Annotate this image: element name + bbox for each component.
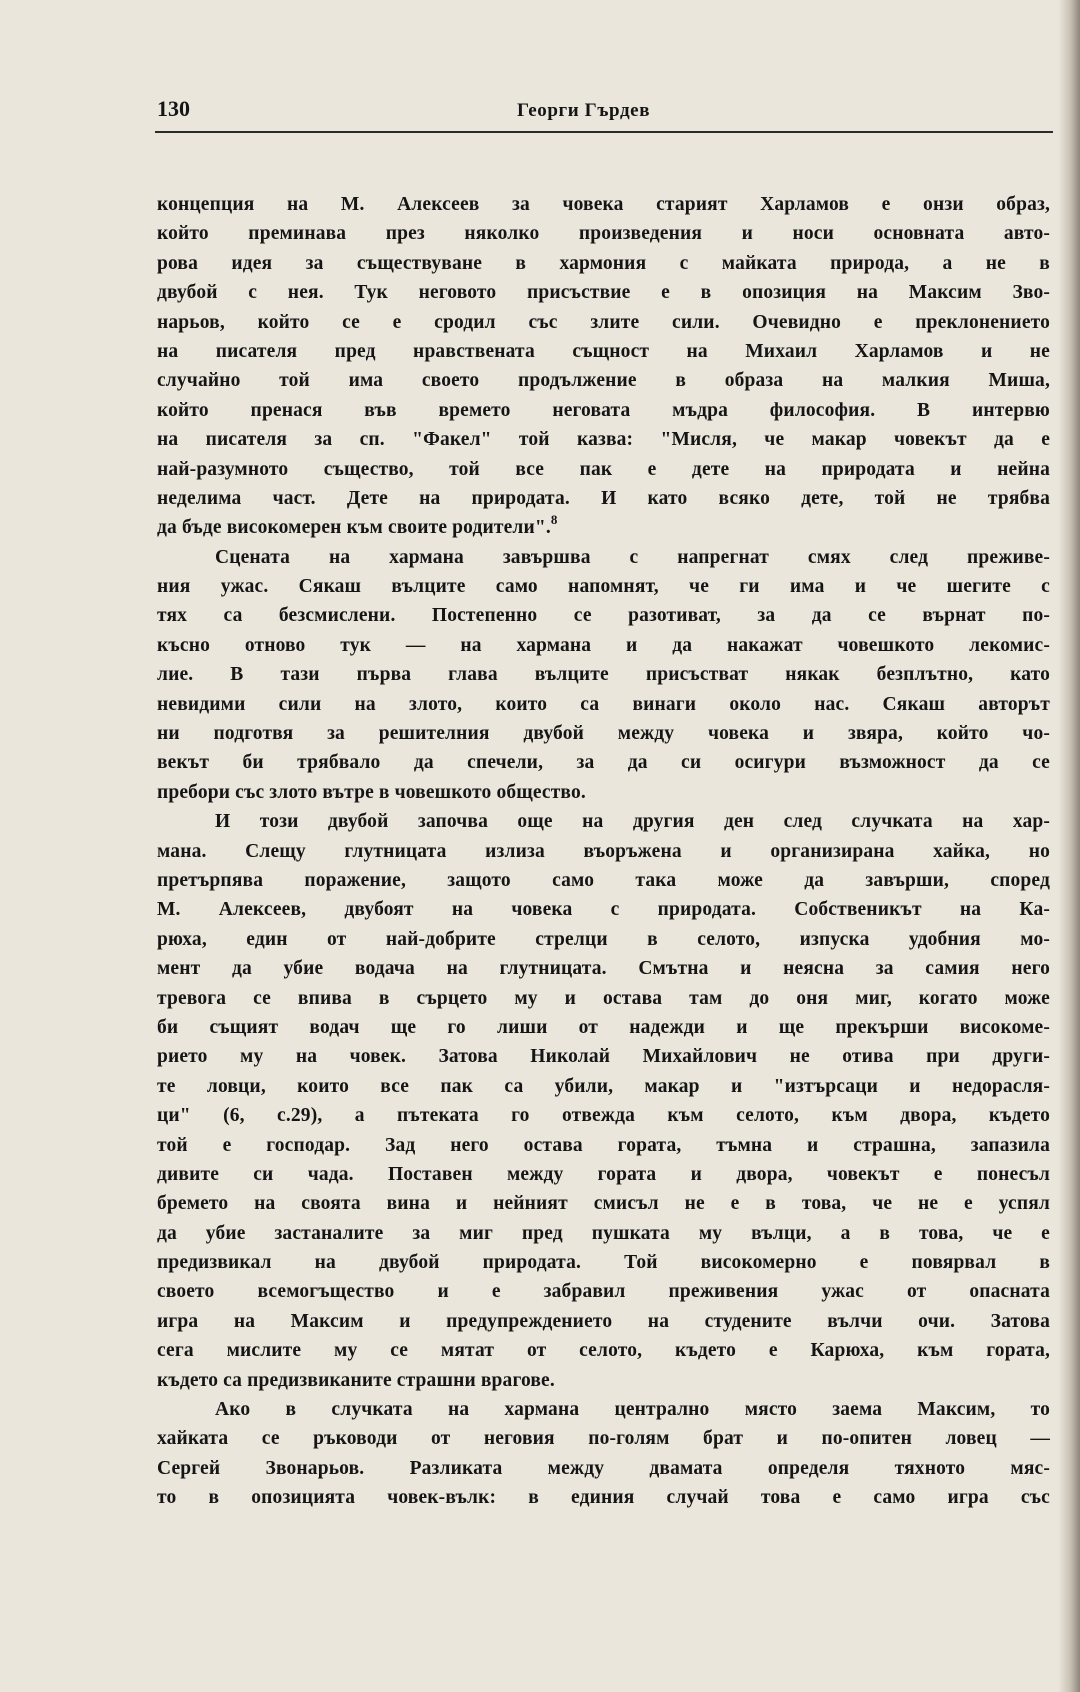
text-line: невидими сили на злото, които са винаги около нас. Сякаш авторът — [157, 693, 1050, 715]
page-number: 130 — [157, 96, 190, 121]
text-line: тях са безсмислени. Постепенно се разотиват, за да се върнат по- — [157, 605, 1050, 627]
text-line: най-разумното същество, той все пак е дете на природата и нейна — [157, 458, 1050, 480]
text-line: би същият водач ще го лиши от надежди и ще прекърши високоме- — [157, 1016, 1050, 1038]
text-line: на писателя пред нравствената същност на Михаил Харламов и не — [157, 340, 1050, 362]
text-line: хайката се ръководи от неговия по-голям брат и по-опитен ловец — — [157, 1428, 1050, 1450]
text-line: своето всемогъщество и е забравил преживения ужас от опасната — [157, 1281, 1050, 1303]
text-line: да убие застаналите за миг пред пушката му вълци, а в това, че е — [157, 1222, 1050, 1244]
text-line: случайно той има своето продължение в образа на малкия Миша, — [157, 370, 1050, 392]
quote-end-text: да бъде високомерен към своите родители". — [157, 517, 551, 539]
text-line: двубой с нея. Тук неговото присъствие е в опозиция на Максим Зво- — [157, 282, 1050, 304]
text-line: късно отново тук — на хармана и да накажат човешкото лекомис- — [157, 634, 1050, 656]
text-line: векът би трябвало да спечели, за да си осигури възможност да се — [157, 752, 1050, 774]
text-line: Сергей Звонарьов. Разликата между двамата определя тяхното мяс- — [157, 1457, 1050, 1479]
text-line: който преминава през няколко произведения и носи основната авто- — [157, 223, 1050, 245]
text-line: лие. В тази първа глава вълците присъстват някак безплътно, като — [157, 664, 1050, 686]
text-line: бремето на своята вина и нейният смисъл не е в това, че не е успял — [157, 1193, 1050, 1215]
header-rule — [155, 131, 1053, 133]
text-line: ни подготвя за решителния двубой между човека и звяра, който чо- — [157, 723, 1050, 745]
text-line: Ако в случката на хармана централно място заема Максим, то — [215, 1399, 1050, 1421]
text-line: той е господар. Зад него остава гората, тъмна и страшна, запазила — [157, 1134, 1050, 1156]
text-line: където са предизвиканите страшни врагове. — [157, 1369, 555, 1391]
text-line: игра на Максим и предупреждението на студените вълчи очи. Затова — [157, 1310, 1050, 1332]
footnote-mark: 8 — [550, 512, 558, 528]
text-line: който пренася във времето неговата мъдра философия. В интервю — [157, 399, 1050, 421]
text-line: М. Алексеев, двубоят на човека с природата. Собственикът на Ка- — [157, 899, 1050, 921]
text-line: Сцената на хармана завършва с напрегнат смях след преживе- — [215, 546, 1050, 568]
text-line: мент да убие водача на глутницата. Смътна и неясна за самия него — [157, 958, 1050, 980]
text-line: дивите си чада. Поставен между гората и двора, човекът е понесъл — [157, 1163, 1050, 1185]
page-header — [157, 90, 1052, 130]
text-line: концепция на М. Алексеев за човека старият Харламов е онзи образ, — [157, 194, 1050, 215]
text-line: нарьов, който се е сродил със злите сили. Очевидно е преклонението — [157, 311, 1050, 333]
text-line: рюха, един от най-добрите стрелци в селото, изпуска удобния мо- — [157, 928, 1050, 950]
text-line: рова идея за съществуване в хармония с майката природа, а не в — [157, 252, 1050, 274]
page-edge-shadow — [1058, 0, 1080, 1692]
text-line: претърпява поражение, защото само така може да завърши, според — [157, 869, 1050, 891]
text-line: рието му на човек. Затова Николай Михайлович не отива при други- — [157, 1046, 1050, 1068]
text-line: неделима част. Дете на природата. И като всяко дете, той не трябва — [157, 487, 1050, 509]
text-line: пребори със злото вътре в човешкото общество. — [157, 781, 586, 803]
running-head: Георги Гърдев — [517, 100, 651, 121]
text-line: то в опозицията човек-вълк: в единия случай това е само игра със — [157, 1487, 1050, 1509]
text-line: тревога се впива в сърцето му и остава там до оня миг, когато може — [157, 987, 1050, 1009]
text-line: ния ужас. Сякаш вълците само напомнят, че ги има и че шегите с — [157, 576, 1050, 598]
text-line: предизвикал на двубой природата. Той високомерно е повярвал в — [157, 1252, 1050, 1274]
text-line: мана. Слещу глутницата излиза въоръжена и организирана хайка, но — [157, 840, 1050, 862]
text-line: те ловци, които все пак са убили, макар и "изтърсаци и недорасля- — [157, 1075, 1050, 1097]
body-text — [157, 190, 1050, 1513]
text-line: на писателя за сп. "Факел" той казва: "Мисля, че макар човекът да е — [157, 429, 1050, 451]
text-line: сега мислите му се мятат от селото, където е Карюха, към гората, — [157, 1340, 1050, 1362]
text-line — [157, 513, 1050, 542]
text-line: И този двубой започва още на другия ден след случката на хар- — [215, 811, 1050, 833]
text-line: ци" (6, с.29), а пътеката го отвежда към селото, към двора, където — [157, 1105, 1050, 1127]
